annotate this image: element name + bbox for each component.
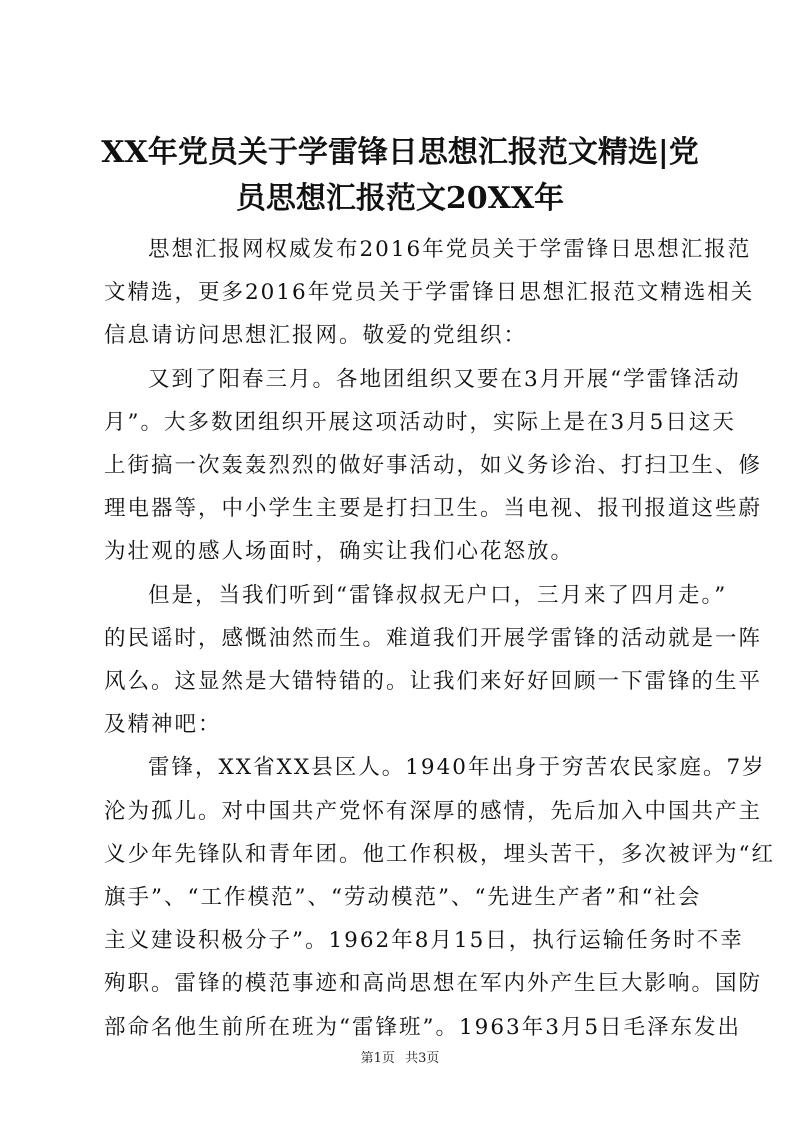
page-footer — [0, 1050, 800, 1068]
page-number: 第1页 — [360, 1051, 395, 1066]
paragraph-line: 雷锋，XX省XX县区人。1940年出身于穷苦农民家庭。7岁 — [148, 755, 766, 781]
page-total: 共3页 — [405, 1051, 440, 1066]
paragraph-line: 理电器等，中小学生主要是打扫卫生。当电视、报刊报道这些蔚 — [104, 496, 763, 522]
paragraph-folk-song — [104, 574, 763, 747]
paragraph-line: 信息请访问思想汇报网。敬爱的党组织： — [104, 323, 528, 349]
paragraph-line: 为壮观的感人场面时，确实让我们心花怒放。 — [104, 539, 575, 565]
paragraph-line: 月”。大多数团组织开展这项活动时，实际上是在3月5日这天 — [104, 409, 736, 435]
title-line-1: XX年党员关于学雷锋日思想汇报范文精选|党 — [101, 135, 699, 170]
paragraph-line: 风么。这显然是大错特错的。让我们来好好回顾一下雷锋的生平 — [104, 669, 763, 695]
document-body — [104, 228, 775, 1049]
paragraph-line: 上街搞一次轰轰烈烈的做好事活动，如义务诊治、打扫卫生、修 — [104, 453, 763, 479]
title-line-2: 员思想汇报范文20XX年 — [235, 181, 565, 216]
paragraph-line: 思想汇报网权威发布2016年党员关于学雷锋日思想汇报范 — [148, 237, 752, 262]
paragraph-intro — [104, 228, 755, 358]
paragraph-biography — [104, 746, 775, 1048]
paragraph-line: 义少年先锋队和青年团。他工作积极，埋头苦干，多次被评为“红 — [104, 841, 775, 867]
paragraph-line: 殉职。雷锋的模范事迹和高尚思想在军内外产生巨大影响。国防 — [104, 971, 763, 997]
paragraph-line: 但是，当我们听到“雷锋叔叔无户口，三月来了四月走。” — [148, 582, 728, 608]
paragraph-line: 部命名他生前所在班为“雷锋班”。1963年3月5日毛泽东发出 — [104, 1014, 742, 1040]
document-title — [100, 130, 700, 222]
paragraph-line: 又到了阳春三月。各地团组织又要在3月开展“学雷锋活动 — [148, 366, 741, 392]
paragraph-march — [104, 358, 763, 574]
paragraph-line: 的民谣时，感慨油然而生。难道我们开展学雷锋的活动就是一阵 — [104, 625, 763, 651]
paragraph-line: 旗手”、“工作模范”、“劳动模范”、“先进生产者”和“社会 — [104, 885, 702, 911]
paragraph-line: 文精选，更多2016年党员关于学雷锋日思想汇报范文精选相关 — [104, 280, 755, 306]
paragraph-line: 及精神吧： — [104, 712, 222, 738]
paragraph-line: 主义建设积极分子”。1962年8月15日，执行运输任务时不幸 — [104, 928, 744, 954]
paragraph-line: 沦为孤儿。对中国共产党怀有深厚的感情，先后加入中国共产主 — [104, 798, 763, 824]
